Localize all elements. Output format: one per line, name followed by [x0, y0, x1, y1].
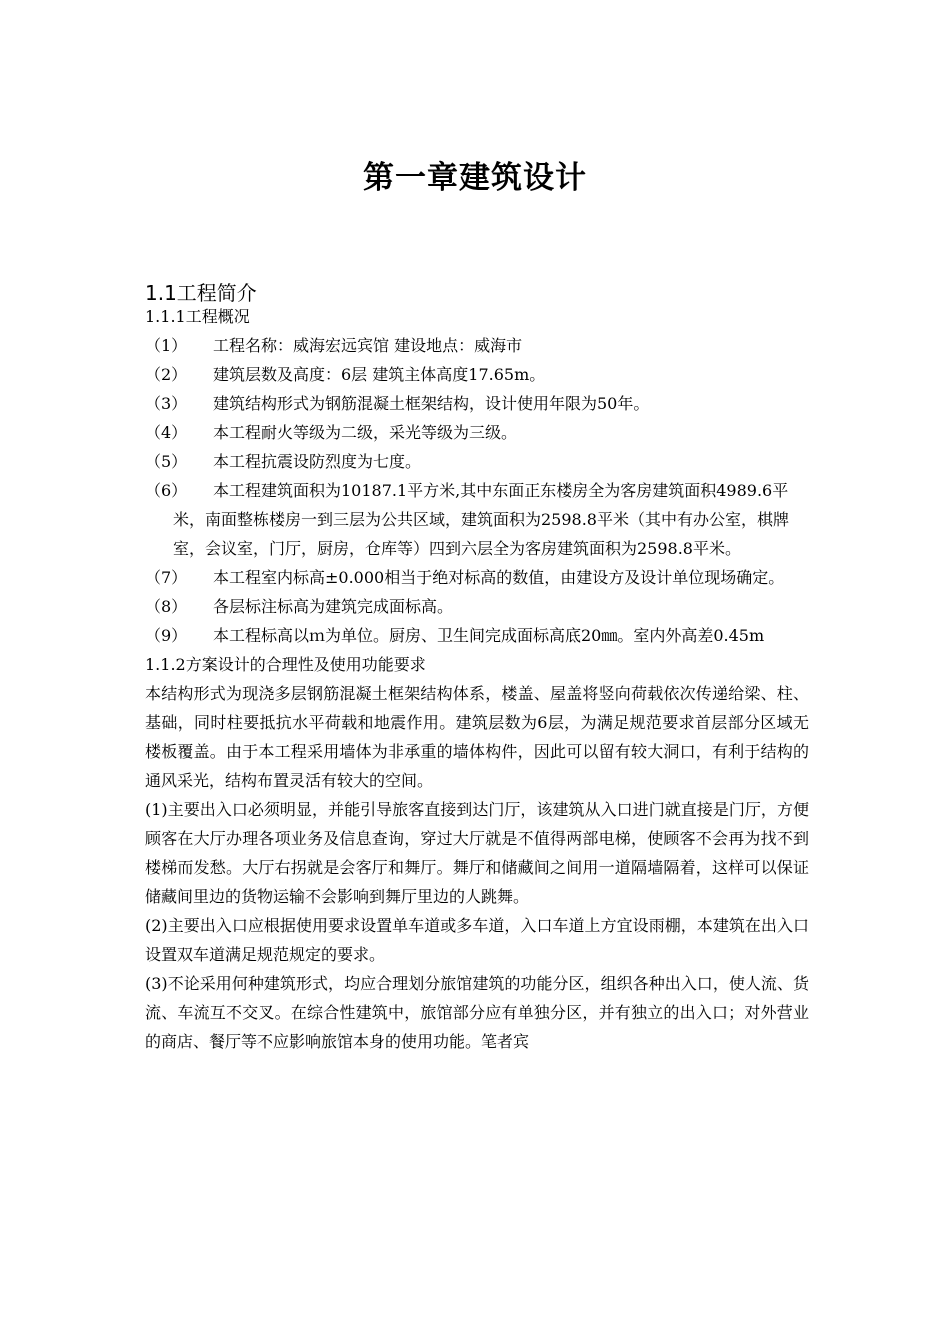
item-text: 各层标注标高为建筑完成面标高。 — [213, 597, 454, 616]
item-text: 建筑结构形式为钢筋混凝土框架结构，设计使用年限为50年。 — [213, 394, 650, 413]
paragraph: (2)主要出入口应根据使用要求设置单车道或多车道，入口车道上方宜设雨棚，本建筑在出入口设置双车道满足规范规定的要求。 — [145, 916, 809, 964]
item-number: （8） — [145, 597, 188, 616]
item-text: 本工程建筑面积为10187.1平方米,其中东面正东楼房全为客房建筑面积4989.6平米，南面整栋楼房一到三层为公共区域，建筑面积为2598.8平米（其中有办公室，棋牌室，会议室，门厅，厨房，仓库等）四到六层全为客房建筑面积为2598.8平米。 — [173, 481, 789, 558]
list-item — [145, 621, 809, 650]
item-number: （6） — [145, 481, 188, 500]
list-item — [145, 447, 809, 476]
document-body — [145, 302, 809, 1056]
paragraph: (3)不论采用何种建筑形式，均应合理划分旅馆建筑的功能分区，组织各种出入口，使人流、货流、车流互不交叉。在综合性建筑中，旅馆部分应有单独分区，并有独立的出入口；对外营业的商店、餐厅等不应影响旅馆本身的使用功能。笔者宾 — [145, 974, 809, 1051]
list-item — [145, 563, 809, 592]
paragraph: (1)主要出入口必须明显，并能引导旅客直接到达门厅，该建筑从入口进门就直接是门厅，方便顾客在大厅办理各项业务及信息查询，穿过大厅就是不值得两部电梯，使顾客不会再为找不到楼梯而发愁。大厅右拐就是会客厅和舞厅。舞厅和储藏间之间用一道隔墙隔着，这样可以保证储藏间里边的货物运输不会影响到舞厅里边的人跳舞。 — [145, 800, 809, 906]
item-number: （1） — [145, 336, 188, 355]
list-item — [145, 389, 809, 418]
paragraph: 本结构形式为现浇多层钢筋混凝土框架结构体系，楼盖、屋盖将竖向荷载依次传递给梁、柱、基础，同时柱要抵抗水平荷载和地震作用。建筑层数为6层，为满足规范要求首层部分区域无楼板覆盖。由于本工程采用墙体为非承重的墙体构件，因此可以留有较大洞口，有利于结构的通风采光，结构布置灵活有较大的空间。 — [145, 684, 809, 790]
item-text: 本工程抗震设防烈度为七度。 — [213, 452, 422, 471]
item-text: 工程名称：威海宏远宾馆 建设地点：威海市 — [213, 336, 523, 355]
item-number: （5） — [145, 452, 188, 471]
list-item — [145, 592, 809, 621]
list-item — [145, 360, 809, 389]
item-number: （3） — [145, 394, 188, 413]
item-number: （7） — [145, 568, 188, 587]
chapter-title: 第一章建筑设计 — [363, 160, 587, 196]
item-number: （4） — [145, 423, 188, 442]
list-item — [145, 331, 809, 360]
item-number: （9） — [145, 626, 188, 645]
list-item — [145, 476, 809, 563]
subsection-title: 1.1.1工程概况 — [145, 307, 250, 326]
list-item — [145, 418, 809, 447]
subsection-title: 1.1.2方案设计的合理性及使用功能要求 — [145, 655, 426, 674]
item-text: 本工程室内标高±0.000相当于绝对标高的数值，由建设方及设计单位现场确定。 — [213, 568, 785, 587]
item-text: 建筑层数及高度：6层 建筑主体高度17.65m。 — [213, 365, 546, 384]
item-text: 本工程耐火等级为二级，采光等级为三级。 — [213, 423, 518, 442]
section-title: 1.1工程简介 — [145, 281, 257, 305]
item-number: （2） — [145, 365, 188, 384]
item-text: 本工程标高以ｍ为单位。厨房、卫生间完成面标高底20㎜。室内外高差0.45m — [213, 626, 765, 645]
